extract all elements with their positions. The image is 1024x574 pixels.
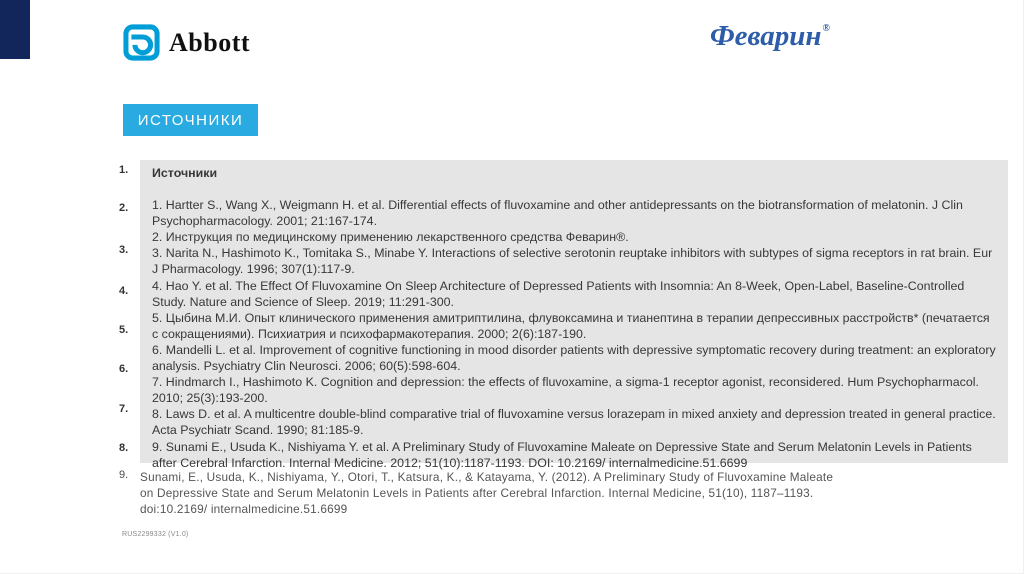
reference-entry: 3. Narita N., Hashimoto K., Tomitaka S., Minabe Y. Interactions of selective serotonin reuptake inhibitors with subtypes of sigma receptors in rat brain. Eur J Pharmacology. 1996; 307(1):117-9. <box>152 246 993 277</box>
registered-trademark-symbol: ® <box>822 23 830 34</box>
reference-number: 9. <box>119 469 129 481</box>
reference-entry: 2. Инструкция по медицинскому применению лекарственного средства Феварин®. <box>152 230 629 245</box>
reference-entry: 1. Hartter S., Wang X., Weigmann H. et al. Differential effects of fluvoxamine and other antidepressants on the biotransformation of melatonin. J Clin Psychopharmacology. 2001; 21:167-174. <box>152 198 963 229</box>
abbott-logo-word: Abbott <box>169 27 251 57</box>
reference-entry: 4. Hao Y. et al. The Effect Of Fluvoxamine On Sleep Architecture of Depressed Patients with Insomnia: An 8-Week, Open-Label, Baseline-Controlled Study. Nature and Science of Sleep. 2019; 11:291-300. <box>152 278 965 309</box>
sources-box <box>140 160 1008 470</box>
reference-number: 2. <box>119 202 129 214</box>
sources-box-heading: Источники <box>152 166 218 180</box>
reference-entry: 7. Hindmarch I., Hashimoto K. Cognition and depression: the effects of fluvoxamine, a sigma-1 receptor agonist, reconsidered. Hum Psychopharmacol. 2010; 25(3):193-200. <box>152 375 979 406</box>
reference-number: 8. <box>119 442 129 454</box>
footer-citation: Sunami, E., Usuda, K., Nishiyama, Y., Otori, T., Katsura, K., & Katayama, Y. (2012). A Preliminary Study of Fluvoxamine Maleate on Depressive State and Serum Melatonin Levels in Patients after Cerebral Infarction. Internal Medicine, 51(10), 1187–1193. doi:10.2169/ internalmedicine.51.6699 <box>140 470 834 516</box>
reference-number: 1. <box>119 164 129 176</box>
abbott-a-icon <box>123 24 160 61</box>
reference-entry: 8. Laws D. et al. A multicentre double-blind comparative trial of fluvoxamine versus lorazepam in mixed anxiety and depression treated in general practice. Acta Psychiatr Scand. 1990; 81:185-9. <box>152 407 996 438</box>
reference-entry: 5. Цыбина М.И. Опыт клинического применения амитриптилина, флувоксамина и тианептина в терапии депрессивных расстройств* (печатается с сокращениями). Психиатрия и психофармакотерапия. 2000; 2(6):187-190. <box>152 310 990 341</box>
sources-title-badge <box>123 104 258 136</box>
fevarin-brand-logo <box>710 22 830 51</box>
fevarin-logo-word: Феварин <box>710 20 822 52</box>
sources-title-label: ИСТОЧНИКИ <box>137 111 244 129</box>
reference-number: 5. <box>119 324 129 336</box>
reference-number: 6. <box>119 363 129 375</box>
reference-entry: 9. Sunami E., Usuda K., Nishiyama Y. et al. A Preliminary Study of Fluvoxamine Maleate on Depressive State and Serum Melatonin Levels in Patients after Cerebral Infarction. Internal Medicine. 2012; 51(10):1187-1193. DOI: 10.2169/ internalmedicine.51.6699 <box>152 439 972 470</box>
reference-entry: 6. Mandelli L. et al. Improvement of cognitive functioning in mood disorder patients with depressive symptomatic recovery during treatment: an exploratory analysis. Psychiatry Clin Neurosci. 2006; 60(5):598-604. <box>152 342 996 374</box>
reference-number: 3. <box>119 244 129 256</box>
approval-code: RUS2299332 (V1.0) <box>122 531 189 538</box>
reference-number: 7. <box>119 403 129 415</box>
corner-accent-block <box>0 0 30 59</box>
reference-number: 4. <box>119 285 129 297</box>
abbott-logo <box>123 24 250 61</box>
